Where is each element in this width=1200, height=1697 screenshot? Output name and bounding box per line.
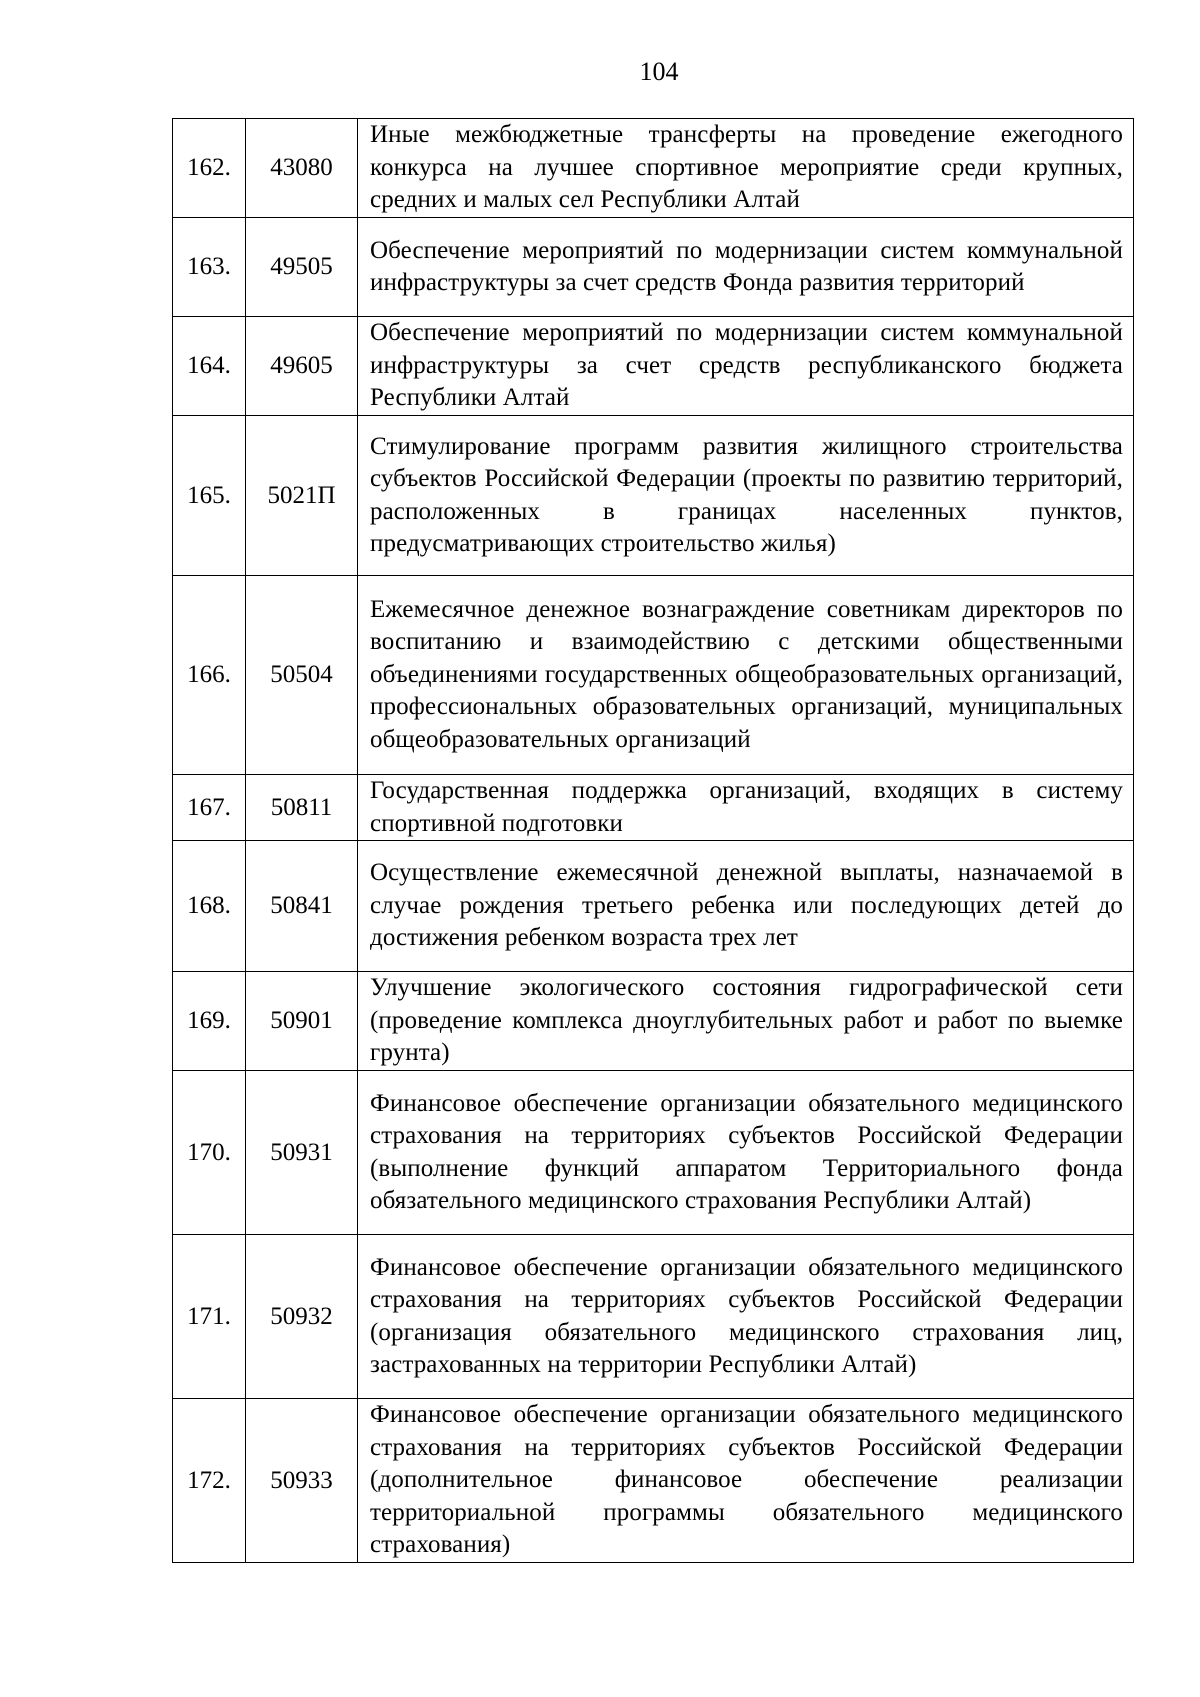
row-code: 50811	[246, 775, 358, 841]
row-code: 50932	[246, 1235, 358, 1399]
table-row	[173, 416, 1134, 576]
row-code: 50933	[246, 1399, 358, 1563]
row-description: Обеспечение мероприятий по модернизации систем коммунальной инфраструктуры за счет средств Фонда развития территорий	[358, 218, 1134, 317]
row-code: 50504	[246, 576, 358, 775]
table-row	[173, 119, 1134, 218]
budget-codes-table	[172, 118, 1134, 1563]
row-description: Стимулирование программ развития жилищного строительства субъектов Российской Федерации (проекты по развитию территорий, расположенных в границах населенных пунктов, предусматривающих строительство жилья)	[358, 416, 1134, 576]
row-code: 50931	[246, 1071, 358, 1235]
row-code: 49505	[246, 218, 358, 317]
row-number: 167.	[173, 775, 246, 841]
row-number: 172.	[173, 1399, 246, 1563]
row-description: Финансовое обеспечение организации обязательного медицинского страхования на территориях субъектов Российской Федерации (организация обязательного медицинского страхования лиц, застрахованных на территории Республики Алтай)	[358, 1235, 1134, 1399]
row-description: Финансовое обеспечение организации обязательного медицинского страхования на территориях субъектов Российской Федерации (выполнение функций аппаратом Территориального фонда обязательного медицинского страхования Республики Алтай)	[358, 1071, 1134, 1235]
row-number: 170.	[173, 1071, 246, 1235]
row-number: 164.	[173, 317, 246, 416]
row-number: 169.	[173, 972, 246, 1071]
table-row	[173, 576, 1134, 775]
row-number: 162.	[173, 119, 246, 218]
row-number: 168.	[173, 841, 246, 972]
table-row	[173, 218, 1134, 317]
row-code: 50841	[246, 841, 358, 972]
row-number: 166.	[173, 576, 246, 775]
row-code: 49605	[246, 317, 358, 416]
row-code: 5021П	[246, 416, 358, 576]
table-row	[173, 1399, 1134, 1563]
row-code: 50901	[246, 972, 358, 1071]
table-row	[173, 317, 1134, 416]
row-description: Финансовое обеспечение организации обязательного медицинского страхования на территориях субъектов Российской Федерации (дополнительное финансовое обеспечение реализации территориальной программы обязательного медицинского страхования)	[358, 1399, 1134, 1563]
table-row	[173, 1071, 1134, 1235]
table-row	[173, 1235, 1134, 1399]
row-description: Государственная поддержка организаций, входящих в систему спортивной подготовки	[358, 775, 1134, 841]
row-description: Ежемесячное денежное вознаграждение советникам директоров по воспитанию и взаимодействию с детскими общественными объединениями государственных общеобразовательных организаций, профессиональных образовательных организаций, муниципальных общеобразовательных организаций	[358, 576, 1134, 775]
row-number: 171.	[173, 1235, 246, 1399]
page-number: 104	[639, 57, 679, 86]
row-code: 43080	[246, 119, 358, 218]
row-number: 163.	[173, 218, 246, 317]
row-description: Иные межбюджетные трансферты на проведение ежегодного конкурса на лучшее спортивное мероприятие среди крупных, средних и малых сел Республики Алтай	[358, 119, 1134, 218]
row-description: Улучшение экологического состояния гидрографической сети (проведение комплекса дноуглубительных работ и работ по выемке грунта)	[358, 972, 1134, 1071]
row-description: Осуществление ежемесячной денежной выплаты, назначаемой в случае рождения третьего ребенка или последующих детей до достижения ребенком возраста трех лет	[358, 841, 1134, 972]
row-number: 165.	[173, 416, 246, 576]
table-row	[173, 841, 1134, 972]
table-row	[173, 775, 1134, 841]
row-description: Обеспечение мероприятий по модернизации систем коммунальной инфраструктуры за счет средств республиканского бюджета Республики Алтай	[358, 317, 1134, 416]
table-row	[173, 972, 1134, 1071]
